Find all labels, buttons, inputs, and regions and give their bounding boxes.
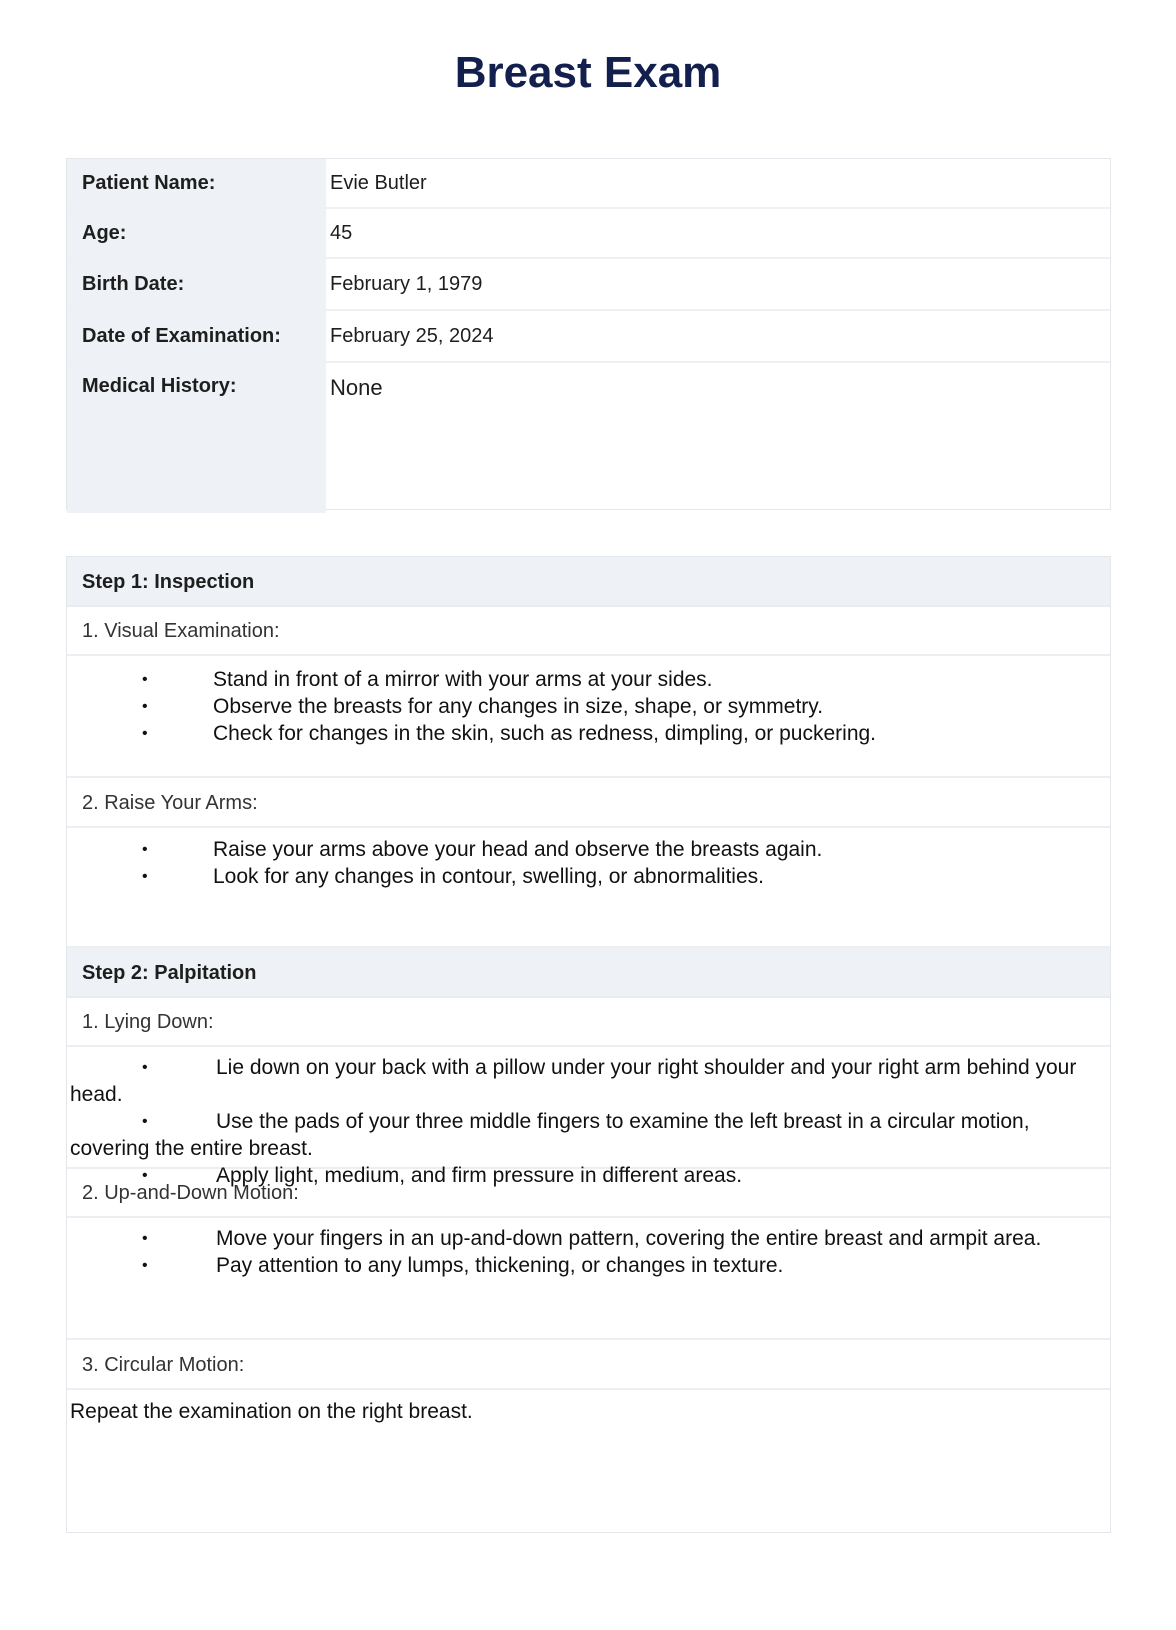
visual-examination-list — [67, 666, 1110, 747]
page-title: Breast Exam — [454, 48, 722, 97]
exam-date-row — [67, 311, 1110, 363]
circular-motion-content — [67, 1390, 1110, 1509]
birth-date-row — [67, 259, 1110, 311]
list-item: • Move your fingers in an up-and-down pattern, covering the entire breast and armpit area. — [67, 1225, 1110, 1252]
lying-down-title: 1. Lying Down: — [67, 998, 1110, 1047]
medical-history-row — [67, 363, 1110, 513]
exam-date-value: February 25, 2024 — [330, 325, 494, 347]
visual-examination-title: 1. Visual Examination: — [67, 607, 1110, 656]
lying-down-list — [67, 1054, 1110, 1189]
medical-history-label: Medical History: — [67, 363, 326, 513]
circular-motion-title: 3. Circular Motion: — [67, 1340, 1110, 1390]
list-item: • Use the pads of your three middle fingers to examine the left breast in a circular motion, covering the entire breast. — [67, 1108, 1110, 1162]
birth-date-value: February 1, 1979 — [330, 273, 483, 295]
step1-heading: Step 1: Inspection — [67, 557, 1110, 607]
exam-date-label: Date of Examination: — [67, 311, 326, 361]
list-item: • Observe the breasts for any changes in size, shape, or symmetry. — [67, 693, 1110, 720]
patient-name-value: Evie Butler — [330, 172, 427, 194]
birth-date-label: Birth Date: — [67, 259, 326, 309]
lying-down-content — [67, 1047, 1110, 1187]
raise-arms-title: 2. Raise Your Arms: — [67, 778, 1110, 828]
raise-arms-list — [67, 836, 1110, 890]
age-row — [67, 209, 1110, 259]
circular-motion-text: Repeat the examination on the right breast. — [70, 1400, 473, 1423]
up-down-motion-list — [67, 1225, 1110, 1279]
list-item: • Look for any changes in contour, swelling, or abnormalities. — [67, 863, 1110, 890]
list-item: • Stand in front of a mirror with your arms at your sides. — [67, 666, 1110, 693]
age-value: 45 — [330, 222, 353, 244]
list-item: • Apply light, medium, and firm pressure in different areas. — [67, 1162, 1110, 1189]
list-item: • Raise your arms above your head and observe the breasts again. — [67, 836, 1110, 863]
up-down-motion-title: 2. Up-and-Down Motion: — [67, 1169, 1110, 1218]
patient-info-table — [66, 158, 1111, 510]
patient-name-label: Patient Name: — [67, 159, 326, 207]
list-item: • Check for changes in the skin, such as redness, dimpling, or puckering. — [67, 720, 1110, 747]
medical-history-value: None — [330, 375, 383, 400]
raise-arms-content — [67, 828, 1110, 948]
list-item: • Pay attention to any lumps, thickening, or changes in texture. — [67, 1252, 1110, 1279]
exam-steps-table — [66, 556, 1111, 1533]
age-label: Age: — [67, 209, 326, 257]
up-down-motion-content — [67, 1218, 1110, 1340]
step2-heading: Step 2: Palpitation — [67, 948, 1110, 998]
list-item: • Lie down on your back with a pillow under your right shoulder and your right arm behind your head. — [67, 1054, 1110, 1108]
patient-name-row — [67, 159, 1110, 209]
visual-examination-content — [67, 656, 1110, 778]
